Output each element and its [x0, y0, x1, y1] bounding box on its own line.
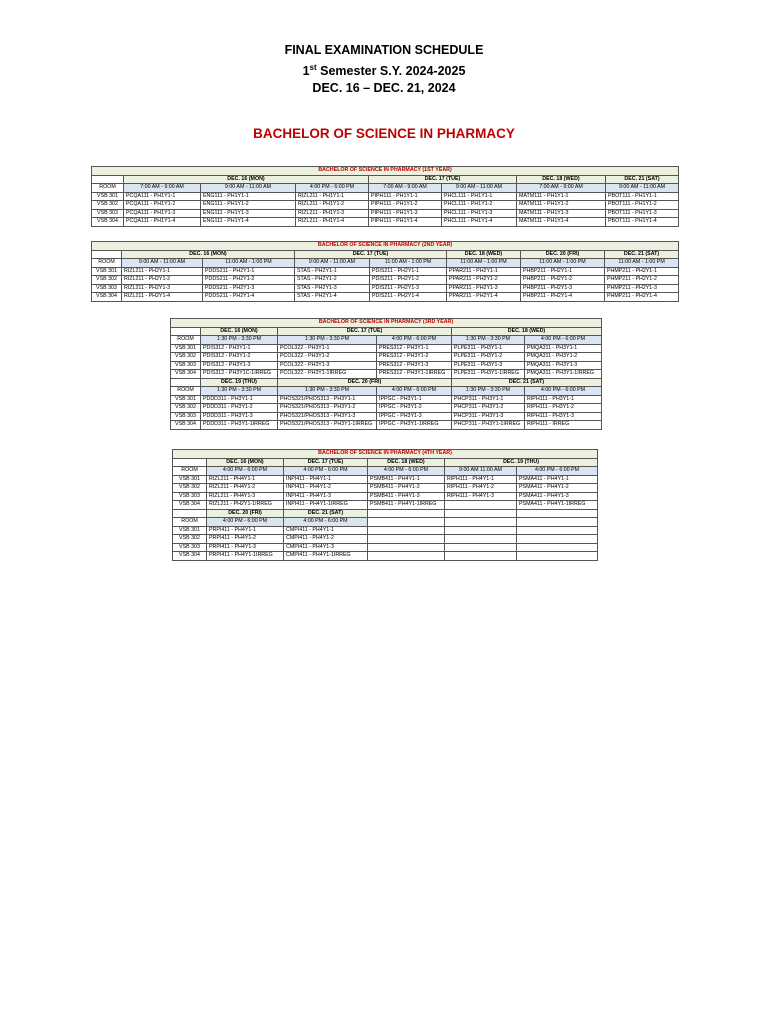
day-header: DEC. 17 (TUE)	[295, 250, 447, 259]
blank-cell	[173, 509, 207, 518]
exam-cell: PBOT111 - PH1Y1-4	[606, 218, 679, 227]
exam-cell: PDDS211 - PH2Y1-4	[203, 293, 295, 302]
exam-cell: PDIS211 - PH2Y1-4	[370, 293, 447, 302]
blank-cell	[517, 518, 598, 527]
exam-cell: PRPI411 - PH4Y1-2	[207, 535, 284, 544]
day-header-row	[173, 509, 598, 518]
exam-cell	[445, 501, 517, 510]
room-cell: VSB 302	[171, 353, 201, 362]
exam-cell: PMQA311 - PH3Y1-3	[525, 361, 602, 370]
exam-cell: PPAR211 - PH2Y1-2	[447, 276, 521, 285]
blank-cell	[368, 535, 445, 544]
exam-cell: RIPH111 - PH3Y1-2	[525, 404, 602, 413]
exam-cell: RIZL211 - PH2Y1-1	[122, 267, 203, 276]
semester-suffix: st	[309, 63, 317, 72]
day-header: DEC. 18 (WED)	[447, 250, 521, 259]
second-year-schedule-table	[91, 241, 679, 302]
room-cell: VSB 302	[173, 535, 207, 544]
exam-cell: INPI411 - PH4Y1-3	[284, 492, 368, 501]
exam-cell: PHCL111 - PH1Y1-4	[442, 218, 517, 227]
exam-cell: ENG111 - PH1Y1-1	[201, 192, 296, 201]
exam-cell: PIPH111 - PH1Y1-2	[369, 201, 442, 210]
exam-cell: PSMA411 - PH4Y1-3	[517, 492, 598, 501]
time-header-row	[173, 467, 598, 476]
table-row	[171, 395, 602, 404]
room-cell: VSB 301	[92, 192, 124, 201]
table-row	[173, 501, 598, 510]
time-header-row	[171, 387, 602, 396]
time-slot: 1:30 PM - 3:30 PM	[452, 336, 525, 345]
exam-cell: PDDD311 - PH3Y1-3	[201, 412, 278, 421]
blank-cell	[368, 526, 445, 535]
day-header-row	[173, 458, 598, 467]
table-title: BACHELOR OF SCIENCE IN PHARMACY (1ST YEAR)	[92, 167, 679, 176]
exam-cell: INPI411 - PH4Y1-1	[284, 475, 368, 484]
exam-cell: PDIS312 - PH3Y1-2	[201, 353, 278, 362]
exam-cell: IPPGC - PH3Y1-3	[377, 412, 452, 421]
exam-cell: RIZL211 - PH2Y1-1IRREG	[207, 501, 284, 510]
time-slot: 11:00 AM - 1:00 PM	[370, 259, 447, 268]
time-slot: 4:00 PM - 6:00 PM	[517, 467, 598, 476]
time-slot: 9:00 AM - 11:00 AM	[295, 259, 370, 268]
table-row	[92, 284, 679, 293]
document-header	[0, 42, 768, 97]
blank-cell	[171, 327, 201, 336]
room-header: ROOM	[173, 467, 207, 476]
exam-cell: PLPE311 - PH3Y1-1	[452, 344, 525, 353]
exam-cell: PHCL111 - PH1Y1-3	[442, 209, 517, 218]
exam-cell: PSMA411 - PH4Y1-1IRREG	[517, 501, 598, 510]
exam-cell: PHOS321/PHOS313 - PH3Y1-1IRREG	[278, 421, 377, 430]
semester-number: 1	[302, 64, 310, 79]
exam-cell: PHCL111 - PH1Y1-1	[442, 192, 517, 201]
room-cell: VSB 303	[171, 361, 201, 370]
exam-cell: PBOT111 - PH1Y1-1	[606, 192, 679, 201]
exam-cell: PCOL322 - PH3Y1-3	[278, 361, 377, 370]
room-cell: VSB 303	[92, 284, 122, 293]
blank-cell	[368, 543, 445, 552]
table-row	[92, 293, 679, 302]
table-row	[92, 218, 679, 227]
exam-cell: PRES312 - PH3Y1-1IRREG	[377, 370, 452, 379]
room-header: ROOM	[92, 259, 122, 268]
exam-cell: PHCP311 - PH3Y1-1	[452, 395, 525, 404]
room-cell: VSB 304	[92, 218, 124, 227]
exam-cell: PCOL322 - PH3Y1-1	[278, 344, 377, 353]
table-row	[171, 421, 602, 430]
exam-cell: PLPE311 - PH3Y1-2	[452, 353, 525, 362]
table-row	[92, 267, 679, 276]
room-cell: VSB 303	[173, 492, 207, 501]
exam-cell: PBOT111 - PH1Y1-2	[606, 201, 679, 210]
exam-cell: PHMP211 - PH2Y1-3	[605, 284, 679, 293]
exam-cell: PDDS211 - PH2Y1-1	[203, 267, 295, 276]
exam-cell: CMPI411 - PH4Y1-1	[284, 526, 368, 535]
exam-cell: PCQA111 - PH1Y1-1	[124, 192, 201, 201]
exam-cell: PRPI411 - PH4Y1-1	[207, 526, 284, 535]
day-header: DEC. 17 (TUE)	[284, 458, 368, 467]
exam-cell: RIZL211 - PH1Y1-1	[296, 192, 369, 201]
exam-cell: PDIS211 - PH2Y1-1	[370, 267, 447, 276]
exam-cell: STAS - PH2Y1-1	[295, 267, 370, 276]
day-header-row	[92, 175, 679, 184]
exam-cell: PIPH111 - PH1Y1-1	[369, 192, 442, 201]
day-header: DEC. 21 (SAT)	[606, 175, 679, 184]
exam-cell: PHOS321/PHOS313 - PH3Y1-1	[278, 395, 377, 404]
exam-cell: IPPGC - PH3Y1-2	[377, 404, 452, 413]
room-cell: VSB 302	[92, 201, 124, 210]
blank-cell	[517, 526, 598, 535]
time-slot: 11:00 AM - 1:00 PM	[447, 259, 521, 268]
table-row	[92, 209, 679, 218]
table-row	[171, 412, 602, 421]
semester-line	[0, 59, 768, 80]
day-header-row	[92, 250, 679, 259]
time-header-row	[171, 336, 602, 345]
room-cell: VSB 304	[171, 421, 201, 430]
exam-cell: RIZL211 - PH1Y1-4	[296, 218, 369, 227]
time-slot: 7:00 AM - 9:00 AM	[517, 184, 606, 193]
exam-cell: PCOL322 - PH3Y1-2	[278, 353, 377, 362]
exam-cell: PCQA111 - PH1Y1-4	[124, 218, 201, 227]
exam-cell: PIPH111 - PH1Y1-3	[369, 209, 442, 218]
time-slot: 9:00 AM 11:00 AM	[445, 467, 517, 476]
exam-cell: PSMB411 - PH4Y1-2	[368, 484, 445, 493]
day-header: DEC. 16 (MON)	[122, 250, 295, 259]
room-cell: VSB 303	[173, 543, 207, 552]
exam-cell: CMPI411 - PH4Y1-3	[284, 543, 368, 552]
exam-cell: RIZL211 - PH1Y1-2	[296, 201, 369, 210]
exam-cell: STAS - PH2Y1-2	[295, 276, 370, 285]
exam-cell: ENG111 - PH1Y1-4	[201, 218, 296, 227]
room-cell: VSB 301	[171, 344, 201, 353]
exam-cell: PDDD311 - PH3Y1-1	[201, 395, 278, 404]
time-slot: 4:00 PM - 6:00 PM	[207, 467, 284, 476]
time-slot: 4:00 PM - 6:00 PM	[284, 518, 368, 527]
time-slot: 4:00 PM - 6:00 PM	[377, 336, 452, 345]
time-header-row	[173, 518, 598, 527]
table-row	[171, 344, 602, 353]
day-header: DEC. 19 (THU)	[201, 378, 278, 387]
room-cell: VSB 301	[173, 526, 207, 535]
exam-cell: PHOS321/PHOS313 - PH3Y1-2	[278, 404, 377, 413]
exam-cell: PDIS211 - PH2Y1-2	[370, 276, 447, 285]
exam-cell: RIPH111 - IRREG	[525, 421, 602, 430]
table-row	[92, 276, 679, 285]
room-header: ROOM	[173, 518, 207, 527]
semester-text: Semester S.Y. 2024-2025	[316, 64, 466, 79]
exam-cell: CMPI411 - PH4Y1-1IRREG	[284, 552, 368, 561]
exam-schedule-title: FINAL EXAMINATION SCHEDULE	[284, 43, 484, 57]
time-slot: 4:00 PM - 6:00 PM	[207, 518, 284, 527]
exam-cell: PHBP211 - PH2Y1-3	[521, 284, 605, 293]
time-slot: 4:00 PM - 6:00 PM	[368, 467, 445, 476]
exam-cell: RIZL211 - PH2Y1-4	[122, 293, 203, 302]
day-header: DEC. 16 (MON)	[124, 175, 369, 184]
blank-cell	[92, 175, 124, 184]
exam-cell: RIPH111 - PH4Y1-2	[445, 484, 517, 493]
table-row	[171, 370, 602, 379]
exam-cell: RIZL211 - PH1Y1-3	[296, 209, 369, 218]
exam-cell: PCOL322 - PH3Y1-1IRREG	[278, 370, 377, 379]
exam-cell: PDIS211 - PH2Y1-3	[370, 284, 447, 293]
table-row	[173, 492, 598, 501]
table-row	[171, 404, 602, 413]
exam-cell: STAS - PH2Y1-4	[295, 293, 370, 302]
exam-cell: PHBP211 - PH2Y1-4	[521, 293, 605, 302]
exam-cell: MATM111 - PH1Y1-2	[517, 201, 606, 210]
exam-cell: PRES312 - PH3Y1-1	[377, 344, 452, 353]
exam-cell: MATM111 - PH1Y1-4	[517, 218, 606, 227]
blank-cell	[517, 543, 598, 552]
table-row	[171, 361, 602, 370]
blank-cell	[445, 509, 517, 518]
blank-cell	[171, 378, 201, 387]
program-title: BACHELOR OF SCIENCE IN PHARMACY	[253, 126, 515, 141]
room-cell: VSB 302	[173, 484, 207, 493]
time-slot: 4:00 PM - 6:00 PM	[296, 184, 369, 193]
room-cell: VSB 304	[173, 552, 207, 561]
table-title: BACHELOR OF SCIENCE IN PHARMACY (4TH YEAR)	[173, 450, 598, 459]
exam-cell: PHMP211 - PH2Y1-4	[605, 293, 679, 302]
time-slot: 9:00 AM - 11:00 AM	[122, 259, 203, 268]
exam-cell: PHMP211 - PH2Y1-2	[605, 276, 679, 285]
room-cell: VSB 301	[171, 395, 201, 404]
exam-cell: RIPH111 - PH3Y1-3	[525, 412, 602, 421]
exam-cell: PCQA111 - PH1Y1-2	[124, 201, 201, 210]
exam-cell: PRPI411 - PH4Y1-1IRREG	[207, 552, 284, 561]
exam-cell: RIPH111 - PH4Y1-3	[445, 492, 517, 501]
exam-cell: RIZL211 - PH2Y1-2	[122, 276, 203, 285]
day-header: DEC. 18 (WED)	[452, 327, 602, 336]
fourth-year-schedule-table	[172, 449, 598, 561]
time-slot: 4:00 PM - 6:00 PM	[284, 467, 368, 476]
exam-cell: INPI411 - PH4Y1-2	[284, 484, 368, 493]
time-slot: 11:00 AM - 1:00 PM	[605, 259, 679, 268]
blank-cell	[517, 535, 598, 544]
exam-cell: PMQA311 - PH3Y1-1	[525, 344, 602, 353]
room-cell: VSB 304	[173, 501, 207, 510]
exam-cell: RIZL211 - PH2Y1-3	[122, 284, 203, 293]
blank-cell	[368, 509, 445, 518]
exam-cell: PMQA311 - PH3Y1-1IRREG	[525, 370, 602, 379]
blank-cell	[517, 552, 598, 561]
time-slot: 4:00 PM - 6:00 PM	[525, 336, 602, 345]
blank-cell	[368, 518, 445, 527]
day-header: DEC. 21 (SAT)	[284, 509, 368, 518]
exam-cell: PIPH111 - PH1Y1-4	[369, 218, 442, 227]
time-slot: 1:30 PM - 3:30 PM	[201, 336, 278, 345]
table-row	[173, 526, 598, 535]
exam-cell: PSMB411 - PH4Y1-1	[368, 475, 445, 484]
time-slot: 1:30 PM - 3:30 PM	[278, 336, 377, 345]
exam-cell: PDIS312 - PH3Y1-3	[201, 361, 278, 370]
table-row	[173, 552, 598, 561]
table-row	[173, 543, 598, 552]
room-cell: VSB 303	[171, 412, 201, 421]
exam-cell: RIPH111 - PH3Y1-1	[525, 395, 602, 404]
exam-cell: CMPI411 - PH4Y1-2	[284, 535, 368, 544]
day-header: DEC. 16 (MON)	[207, 458, 284, 467]
time-slot: 4:00 PM - 6:00 PM	[525, 387, 602, 396]
room-header: ROOM	[171, 387, 201, 396]
exam-cell: PDDS211 - PH2Y1-2	[203, 276, 295, 285]
exam-cell: PLPE311 - PH3Y1-3	[452, 361, 525, 370]
day-header: DEC. 18 (WED)	[517, 175, 606, 184]
time-slot: 7:00 AM - 9:00 AM	[124, 184, 201, 193]
room-cell: VSB 301	[173, 475, 207, 484]
exam-cell: RIPH111 - PH4Y1-1	[445, 475, 517, 484]
exam-cell: PHCP311 - PH3Y1-2	[452, 404, 525, 413]
blank-cell	[445, 552, 517, 561]
blank-cell	[445, 543, 517, 552]
day-header-row	[171, 327, 602, 336]
exam-cell: RIZL211 - PH4Y1-2	[207, 484, 284, 493]
exam-cell: MATM111 - PH1Y1-3	[517, 209, 606, 218]
day-header: DEC. 18 (WED)	[368, 458, 445, 467]
time-slot: 9:00 AM - 11:00 AM	[201, 184, 296, 193]
exam-cell: PHCL111 - PH1Y1-2	[442, 201, 517, 210]
time-slot: 1:30 PM - 3:30 PM	[201, 387, 278, 396]
time-slot: 7:00 AM - 9:00 AM	[369, 184, 442, 193]
table-row	[92, 201, 679, 210]
exam-cell: PHBP211 - PH2Y1-1	[521, 267, 605, 276]
time-header-row	[92, 184, 679, 193]
room-cell: VSB 304	[92, 293, 122, 302]
room-header: ROOM	[92, 184, 124, 193]
exam-cell: PPAR211 - PH2Y1-1	[447, 267, 521, 276]
exam-cell: PSMA411 - PH4Y1-1	[517, 475, 598, 484]
first-year-schedule-table	[91, 166, 679, 227]
day-header: DEC. 21 (SAT)	[452, 378, 602, 387]
table-row	[171, 353, 602, 362]
day-header: DEC. 17 (TUE)	[278, 327, 452, 336]
exam-cell: RIZL211 - PH4Y1-3	[207, 492, 284, 501]
blank-cell	[173, 458, 207, 467]
exam-cell: PHOS321/PHOS313 - PH3Y1-3	[278, 412, 377, 421]
exam-cell: PHCP311 - PH3Y1-3	[452, 412, 525, 421]
exam-cell: PSMA411 - PH4Y1-2	[517, 484, 598, 493]
exam-cell: PCQA111 - PH1Y1-3	[124, 209, 201, 218]
exam-cell: PPAR211 - PH2Y1-4	[447, 293, 521, 302]
day-header: DEC. 19 (THU)	[445, 458, 598, 467]
exam-cell: PBOT111 - PH1Y1-3	[606, 209, 679, 218]
room-header: ROOM	[171, 336, 201, 345]
exam-cell: PRPI411 - PH4Y1-3	[207, 543, 284, 552]
day-header-row	[171, 378, 602, 387]
day-header: DEC. 20 (FRI)	[278, 378, 452, 387]
exam-cell: PHBP211 - PH2Y1-2	[521, 276, 605, 285]
exam-cell: PSMB411 - PH4Y1-1IRREG	[368, 501, 445, 510]
exam-cell: PDIS312 - PH3Y1C-1IRREG	[201, 370, 278, 379]
room-cell: VSB 302	[171, 404, 201, 413]
exam-cell: PHCP311 - PH3Y1-1IRREG	[452, 421, 525, 430]
third-year-schedule-table	[170, 318, 602, 430]
time-slot: 9:00 AM - 11:00 AM	[606, 184, 679, 193]
blank-cell	[517, 509, 598, 518]
blank-cell	[445, 518, 517, 527]
day-header: DEC. 20 (FRI)	[521, 250, 605, 259]
time-slot: 9:00 AM - 11:00 AM	[442, 184, 517, 193]
table-row	[173, 535, 598, 544]
day-header: DEC. 20 (FRI)	[207, 509, 284, 518]
day-header: DEC. 17 (TUE)	[369, 175, 517, 184]
time-slot: 11:00 AM - 1:00 PM	[521, 259, 605, 268]
exam-cell: IPPGC - PH3Y1-1	[377, 395, 452, 404]
time-slot: 1:30 PM - 3:30 PM	[452, 387, 525, 396]
room-cell: VSB 301	[92, 267, 122, 276]
table-title: BACHELOR OF SCIENCE IN PHARMACY (3RD YEAR)	[171, 319, 602, 328]
time-slot: 4:00 PM - 6:00 PM	[377, 387, 452, 396]
room-cell: VSB 302	[92, 276, 122, 285]
exam-cell: INPI411 - PH4Y1-1IRREG	[284, 501, 368, 510]
blank-cell	[445, 535, 517, 544]
exam-cell: PSMB411 - PH4Y1-3	[368, 492, 445, 501]
table-title: BACHELOR OF SCIENCE IN PHARMACY (2ND YEAR)	[92, 242, 679, 251]
time-slot: 11:00 AM - 1:00 PM	[203, 259, 295, 268]
exam-cell: PPAR211 - PH2Y1-3	[447, 284, 521, 293]
exam-cell: PDIS312 - PH3Y1-1	[201, 344, 278, 353]
exam-cell: RIZL211 - PH4Y1-1	[207, 475, 284, 484]
exam-cell: STAS - PH2Y1-3	[295, 284, 370, 293]
table-row	[92, 192, 679, 201]
time-slot: 1:30 PM - 3:30 PM	[278, 387, 377, 396]
day-header: DEC. 21 (SAT)	[605, 250, 679, 259]
exam-cell: IPPGC - PH3Y1-1IRREG	[377, 421, 452, 430]
exam-cell: MATM111 - PH1Y1-1	[517, 192, 606, 201]
blank-cell	[92, 250, 122, 259]
table-row	[173, 475, 598, 484]
table-row	[173, 484, 598, 493]
blank-cell	[368, 552, 445, 561]
exam-cell: PDDD311 - PH3Y1-1IRREG	[201, 421, 278, 430]
exam-cell: ENG111 - PH1Y1-3	[201, 209, 296, 218]
exam-cell: PRES312 - PH3Y1-3	[377, 361, 452, 370]
day-header: DEC. 16 (MON)	[201, 327, 278, 336]
exam-cell: PDDS211 - PH2Y1-3	[203, 284, 295, 293]
blank-cell	[445, 526, 517, 535]
exam-cell: PHMP211 - PH2Y1-1	[605, 267, 679, 276]
exam-cell: PRES312 - PH3Y1-2	[377, 353, 452, 362]
exam-date-range: DEC. 16 – DEC. 21, 2024	[312, 81, 456, 96]
room-cell: VSB 304	[171, 370, 201, 379]
exam-cell: ENG111 - PH1Y1-2	[201, 201, 296, 210]
exam-cell: PMQA311 - PH3Y1-2	[525, 353, 602, 362]
exam-cell: PDDD311 - PH3Y1-2	[201, 404, 278, 413]
room-cell: VSB 303	[92, 209, 124, 218]
exam-cell: PLPE311 - PH3Y1-1IRREG	[452, 370, 525, 379]
time-header-row	[92, 259, 679, 268]
